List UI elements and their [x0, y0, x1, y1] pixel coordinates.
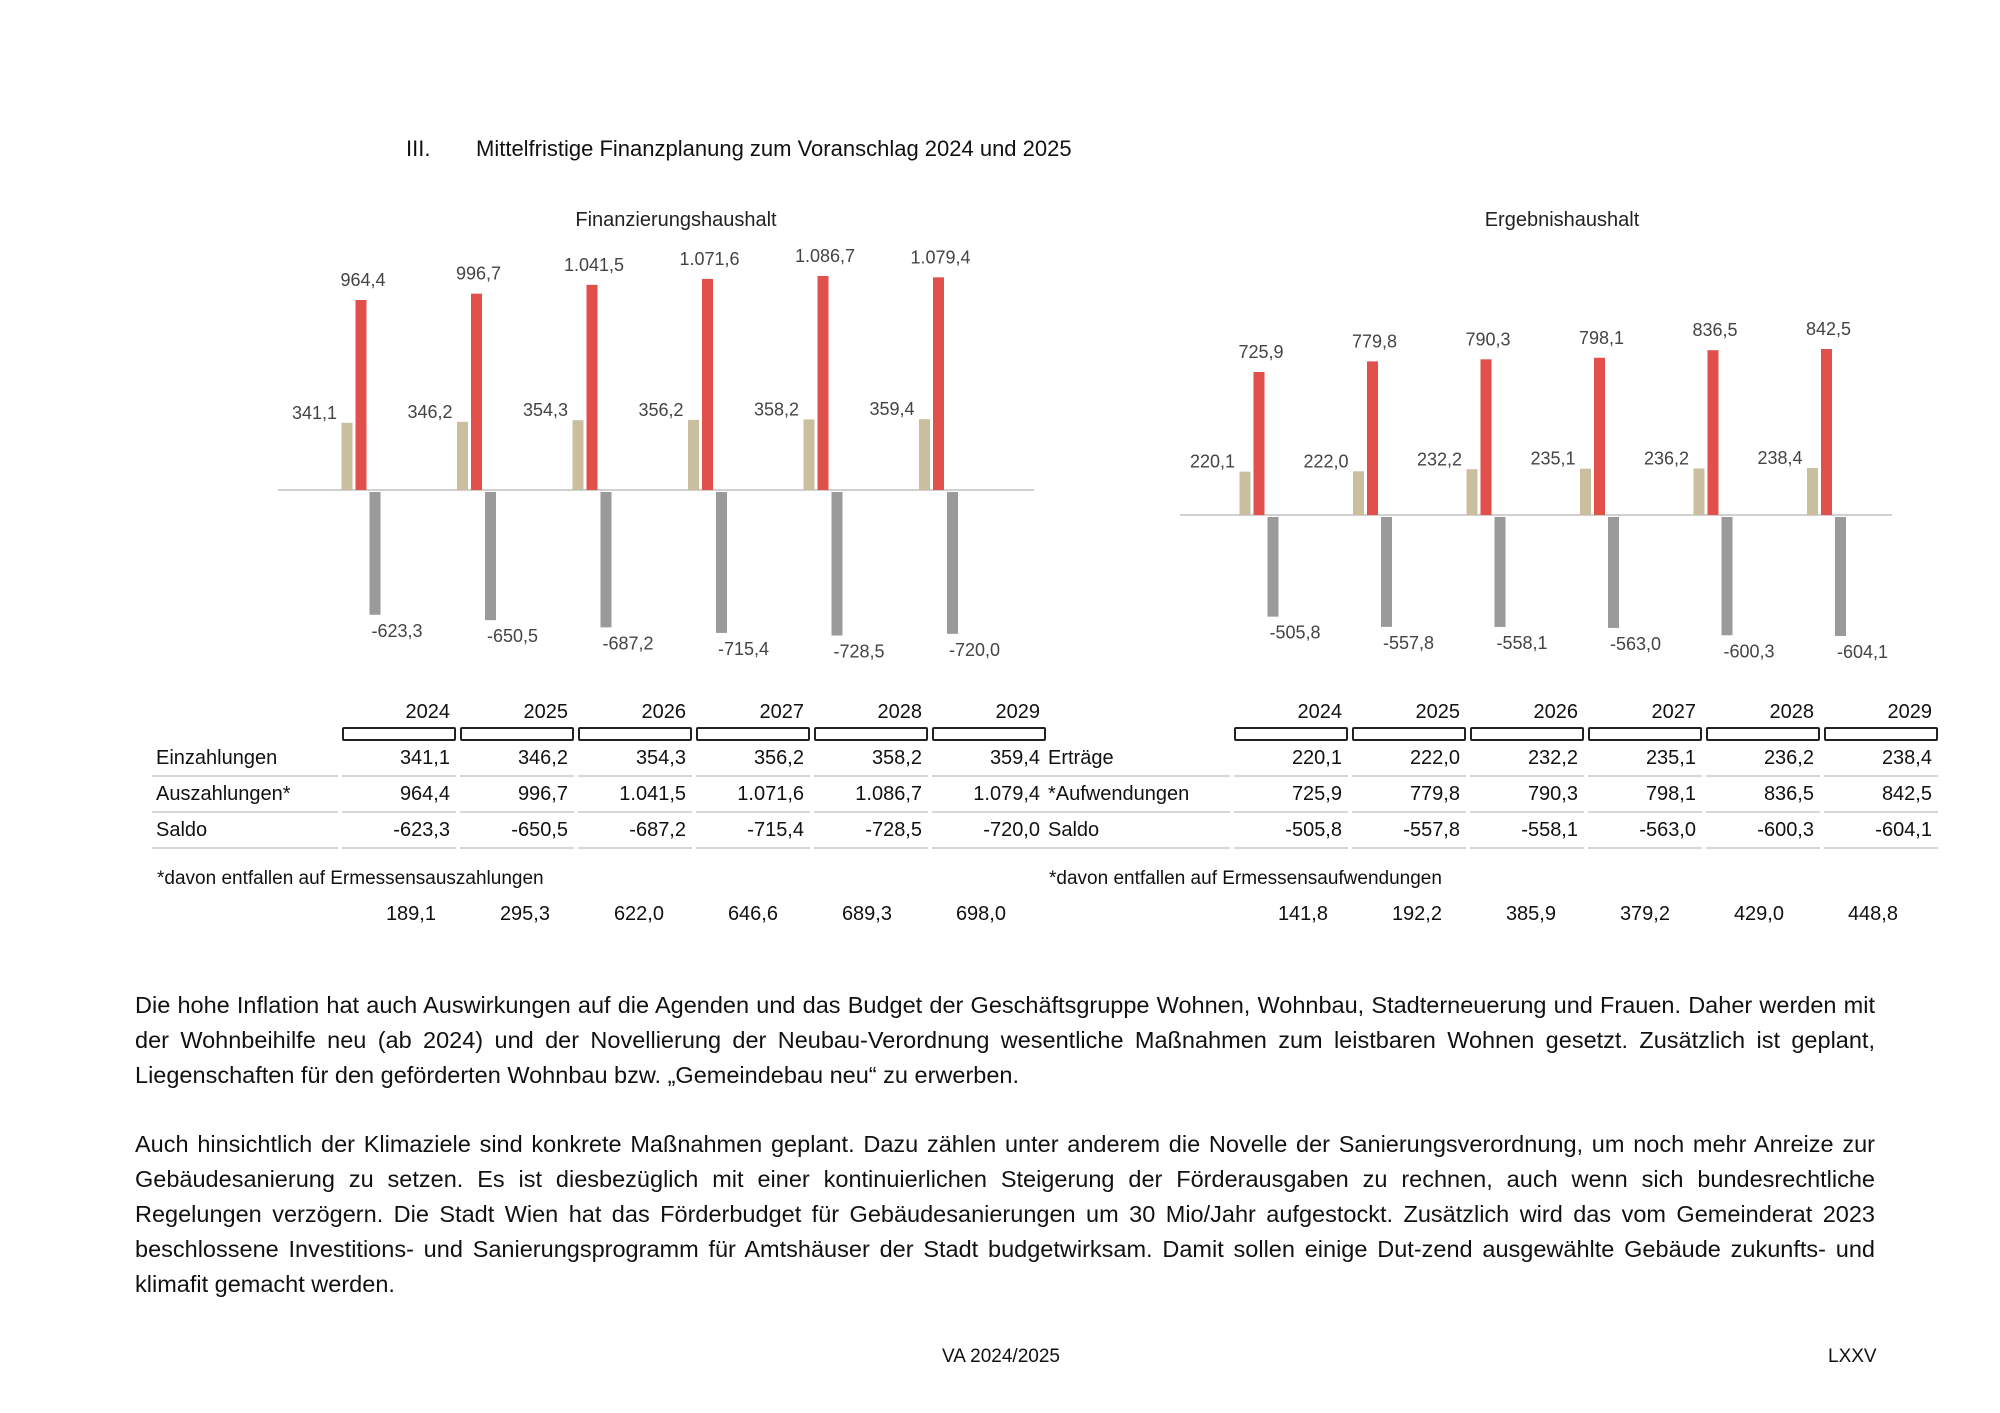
- bar-einzahlungen-2026: [573, 420, 584, 490]
- bar-einzahlungen-2029: [919, 419, 930, 490]
- bar-saldo-2028: [1722, 517, 1733, 635]
- data-label-auszahlungen-2028: 1.086,7: [794, 245, 856, 266]
- bar-saldo-2024: [1268, 517, 1279, 617]
- footnote-value: 646,6: [727, 903, 778, 925]
- bar-auszahlungen-2024: [356, 300, 367, 490]
- table-cell: -623,3: [342, 813, 456, 849]
- year-header: 2025: [523, 700, 568, 723]
- table-cell: 1.041,5: [578, 777, 692, 813]
- footnote-value: 689,3: [841, 903, 892, 925]
- table-cell: -728,5: [814, 813, 928, 849]
- data-label-ertrge-2025: 222,0: [1303, 451, 1349, 472]
- table-row: [1044, 777, 1938, 813]
- year-header: 2024: [405, 700, 450, 723]
- footnote-left: *davon entfallen auf Ermessensauszahlungen: [157, 868, 544, 889]
- table-cell: -600,3: [1706, 813, 1820, 849]
- bar-auszahlungen-2026: [587, 285, 598, 490]
- data-label-saldo-2027: -715,4: [717, 638, 770, 659]
- table-cell: 222,0: [1352, 741, 1466, 777]
- data-label-saldo-2025: -557,8: [1382, 632, 1435, 653]
- bar-einzahlungen-2028: [804, 419, 815, 490]
- data-label-einzahlungen-2029: 359,4: [869, 399, 915, 420]
- data-label-saldo-2028: -728,5: [833, 641, 885, 662]
- table-cell: 346,2: [460, 741, 574, 777]
- bar-aufwendungen-2027: [1594, 358, 1605, 515]
- data-label-aufwendungen-2027: 798,1: [1578, 327, 1625, 348]
- table-cell: 836,5: [1706, 777, 1820, 813]
- table-row: [1044, 813, 1938, 849]
- footnote-value: 192,2: [1391, 903, 1442, 925]
- row-label: Auszahlungen*: [152, 777, 338, 813]
- section-number: III.: [406, 136, 431, 161]
- bar-auszahlungen-2028: [818, 276, 829, 490]
- data-label-ertrge-2024: 220,1: [1189, 451, 1235, 472]
- footnote-value: 379,2: [1619, 903, 1670, 925]
- data-label-ertrge-2028: 236,2: [1643, 448, 1689, 469]
- year-header: 2025: [1415, 700, 1460, 723]
- table-cell: -720,0: [932, 813, 1046, 849]
- bar-aufwendungen-2024: [1254, 372, 1265, 515]
- data-label-ertrge-2026: 232,2: [1416, 449, 1462, 470]
- bar-aufwendungen-2029: [1821, 349, 1832, 515]
- year-header: 2026: [1533, 700, 1578, 723]
- table-header-row: [152, 697, 1046, 727]
- table-cell: 725,9: [1234, 777, 1348, 813]
- data-label-aufwendungen-2028: 836,5: [1692, 320, 1738, 341]
- table-cell: 1.079,4: [932, 777, 1046, 813]
- data-label-auszahlungen-2029: 1.079,4: [910, 247, 971, 268]
- data-label-aufwendungen-2029: 842,5: [1805, 319, 1852, 340]
- footnote-value: 448,8: [1847, 903, 1898, 925]
- row-label: Saldo: [152, 813, 338, 849]
- table-cell: 238,4: [1824, 741, 1938, 777]
- data-label-ertrge-2029: 238,4: [1757, 448, 1803, 469]
- footnote-values-right: [1220, 903, 1904, 926]
- row-label: *Aufwendungen: [1044, 777, 1230, 813]
- year-header: 2027: [759, 700, 804, 723]
- data-label-auszahlungen-2025: 996,7: [455, 263, 502, 284]
- bar-aufwendungen-2026: [1481, 359, 1492, 515]
- table-cell: 1.071,6: [696, 777, 810, 813]
- data-label-aufwendungen-2025: 779,8: [1351, 331, 1398, 352]
- row-label: Erträge: [1044, 741, 1230, 777]
- year-header: 2029: [1887, 700, 1932, 723]
- year-header: 2024: [1297, 700, 1342, 723]
- row-label: Einzahlungen: [152, 741, 338, 777]
- finanzierung-table: [148, 697, 1050, 849]
- data-label-saldo-2028: -600,3: [1723, 641, 1775, 662]
- bar-ertrge-2025: [1353, 471, 1364, 515]
- data-label-saldo-2025: -650,5: [486, 626, 539, 647]
- bar-saldo-2027: [1608, 517, 1619, 628]
- bar-saldo-2028: [832, 492, 843, 636]
- data-label-auszahlungen-2026: 1.041,5: [563, 254, 625, 275]
- table-cell: 220,1: [1234, 741, 1348, 777]
- year-header: 2026: [641, 700, 686, 723]
- table-cell: 235,1: [1588, 741, 1702, 777]
- data-label-einzahlungen-2026: 354,3: [522, 400, 568, 421]
- data-label-aufwendungen-2026: 790,3: [1465, 329, 1511, 350]
- table-header-row: [1044, 697, 1938, 727]
- table-cell: 842,5: [1824, 777, 1938, 813]
- table-cell: -505,8: [1234, 813, 1348, 849]
- bar-auszahlungen-2029: [933, 277, 944, 490]
- data-label-einzahlungen-2027: 356,2: [638, 399, 684, 420]
- data-label-saldo-2029: -604,1: [1836, 642, 1889, 663]
- table-cell: 356,2: [696, 741, 810, 777]
- data-label-auszahlungen-2027: 1.071,6: [679, 248, 740, 269]
- year-header: 2029: [995, 700, 1040, 723]
- table-cell: 779,8: [1352, 777, 1466, 813]
- bar-ertrge-2026: [1467, 469, 1478, 515]
- table-cell: 964,4: [342, 777, 456, 813]
- data-label-auszahlungen-2024: 964,4: [340, 270, 386, 291]
- bar-saldo-2029: [947, 492, 958, 634]
- paragraph-inflation: Die hohe Inflation hat auch Auswirkungen auf die Agenden und das Budget der Geschäftsgruppe Wohnen, Wohnbau, Stadterneuerung und Frauen. Daher werden mit der Wohnbeihilfe neu (ab 2024) und der Novellierung der Neubau-Verordnung wesentliche Maßnahmen zum leistbaren Wohnen gesetzt. Zusätzlich ist geplant, Liegenschaften für den geförderten Wohnbau bzw. „Gemeindebau neu“ zu erwerben.: [135, 992, 1875, 1088]
- footnote-value: 141,8: [1277, 903, 1328, 925]
- footnote-value: 189,1: [385, 903, 436, 925]
- footer-page-number: LXXV: [1828, 1346, 1877, 1367]
- table-cell: 359,4: [932, 741, 1046, 777]
- bar-saldo-2029: [1835, 517, 1846, 636]
- section-title: Mittelfristige Finanzplanung zum Voranschlag 2024 und 2025: [476, 136, 1072, 161]
- charts-area: [0, 200, 2000, 700]
- table-cell: -687,2: [578, 813, 692, 849]
- bar-ertrge-2029: [1807, 468, 1818, 515]
- year-header: 2028: [877, 700, 922, 723]
- data-label-saldo-2026: -558,1: [1496, 632, 1548, 653]
- table-row: [1044, 741, 1938, 777]
- table-cell: 1.086,7: [814, 777, 928, 813]
- chart-title-ergebnis: Ergebnishaushalt: [1484, 209, 1640, 231]
- data-label-saldo-2029: -720,0: [948, 639, 1001, 660]
- data-label-ertrge-2027: 235,1: [1530, 448, 1576, 469]
- bar-aufwendungen-2025: [1367, 361, 1378, 515]
- bar-saldo-2026: [1495, 517, 1506, 627]
- data-label-aufwendungen-2024: 725,9: [1238, 341, 1284, 362]
- table-cell: -650,5: [460, 813, 574, 849]
- table-cell: -558,1: [1470, 813, 1584, 849]
- year-header: 2028: [1769, 700, 1814, 723]
- table-cell: 354,3: [578, 741, 692, 777]
- footnote-value: 622,0: [613, 903, 664, 925]
- row-label: Saldo: [1044, 813, 1230, 849]
- table-cell: 232,2: [1470, 741, 1584, 777]
- bar-einzahlungen-2024: [342, 423, 353, 490]
- data-label-einzahlungen-2025: 346,2: [407, 401, 453, 422]
- footnote-values-left: [328, 903, 1012, 926]
- data-label-einzahlungen-2028: 358,2: [753, 399, 799, 420]
- bar-einzahlungen-2027: [688, 420, 699, 490]
- table-cell: 798,1: [1588, 777, 1702, 813]
- footer-document-label: VA 2024/2025: [942, 1346, 1060, 1367]
- table-cell: -604,1: [1824, 813, 1938, 849]
- data-label-saldo-2024: -505,8: [1269, 622, 1321, 643]
- bar-saldo-2027: [716, 492, 727, 633]
- table-cell: 996,7: [460, 777, 574, 813]
- year-header: 2027: [1651, 700, 1696, 723]
- data-label-saldo-2024: -623,3: [371, 620, 423, 641]
- table-cell: 236,2: [1706, 741, 1820, 777]
- bar-aufwendungen-2028: [1708, 350, 1719, 515]
- footnote-right: *davon entfallen auf Ermessensaufwendungen: [1049, 868, 1442, 889]
- header-frame-row: [1044, 727, 1938, 741]
- data-label-einzahlungen-2024: 341,1: [291, 402, 337, 423]
- table-row: [152, 813, 1046, 849]
- bar-einzahlungen-2025: [457, 422, 468, 490]
- header-frame-row: [152, 727, 1046, 741]
- section-heading: [406, 136, 1072, 162]
- table-cell: -557,8: [1352, 813, 1466, 849]
- paragraph-klimaziele: Auch hinsichtlich der Klimaziele sind konkrete Maßnahmen geplant. Dazu zählen unter anderem die Novelle der Sanierungsverordnung, um noch mehr Anreize zur Gebäudesanierung zu setzen. Es ist diesbezüglich mit einer kontinuierlichen Steigerung der Förderausgaben zu rechnen, auch wenn sich bundesrechtliche Regelungen verzögern. Die Stadt Wien hat das Förderbudget für Gebäudesanierungen um 30 Mio/Jahr aufgestockt. Zusätzlich wird das vom Gemeinderat 2023 beschlossene Investitions- und Sanierungsprogramm für Amtshäuser der Stadt budgetwirksam. Damit sollen einige Dut-zend ausgewählte Gebäude zukunfts- und klimafit gemacht werden.: [135, 1131, 1875, 1297]
- table-cell: 790,3: [1470, 777, 1584, 813]
- bar-auszahlungen-2027: [702, 279, 713, 490]
- table-cell: 341,1: [342, 741, 456, 777]
- bar-saldo-2024: [370, 492, 381, 615]
- data-label-saldo-2027: -563,0: [1609, 633, 1662, 654]
- bar-auszahlungen-2025: [471, 294, 482, 490]
- chart-title-finanzierung: Finanzierungshaushalt: [575, 209, 777, 231]
- bar-saldo-2025: [1381, 517, 1392, 627]
- bar-ertrge-2028: [1694, 468, 1705, 515]
- bar-saldo-2026: [601, 492, 612, 627]
- footnote-value: 385,9: [1505, 903, 1556, 925]
- bar-ertrge-2024: [1240, 472, 1251, 515]
- table-cell: -715,4: [696, 813, 810, 849]
- ergebnis-table: [1040, 697, 1942, 849]
- bar-saldo-2025: [485, 492, 496, 620]
- table-cell: 358,2: [814, 741, 928, 777]
- footnote-value: 698,0: [955, 903, 1006, 925]
- bar-ertrge-2027: [1580, 469, 1591, 515]
- data-label-saldo-2026: -687,2: [602, 633, 654, 654]
- table-cell: -563,0: [1588, 813, 1702, 849]
- table-row: [152, 777, 1046, 813]
- footnote-value: 295,3: [499, 903, 550, 925]
- footnote-value: 429,0: [1733, 903, 1784, 925]
- table-row: [152, 741, 1046, 777]
